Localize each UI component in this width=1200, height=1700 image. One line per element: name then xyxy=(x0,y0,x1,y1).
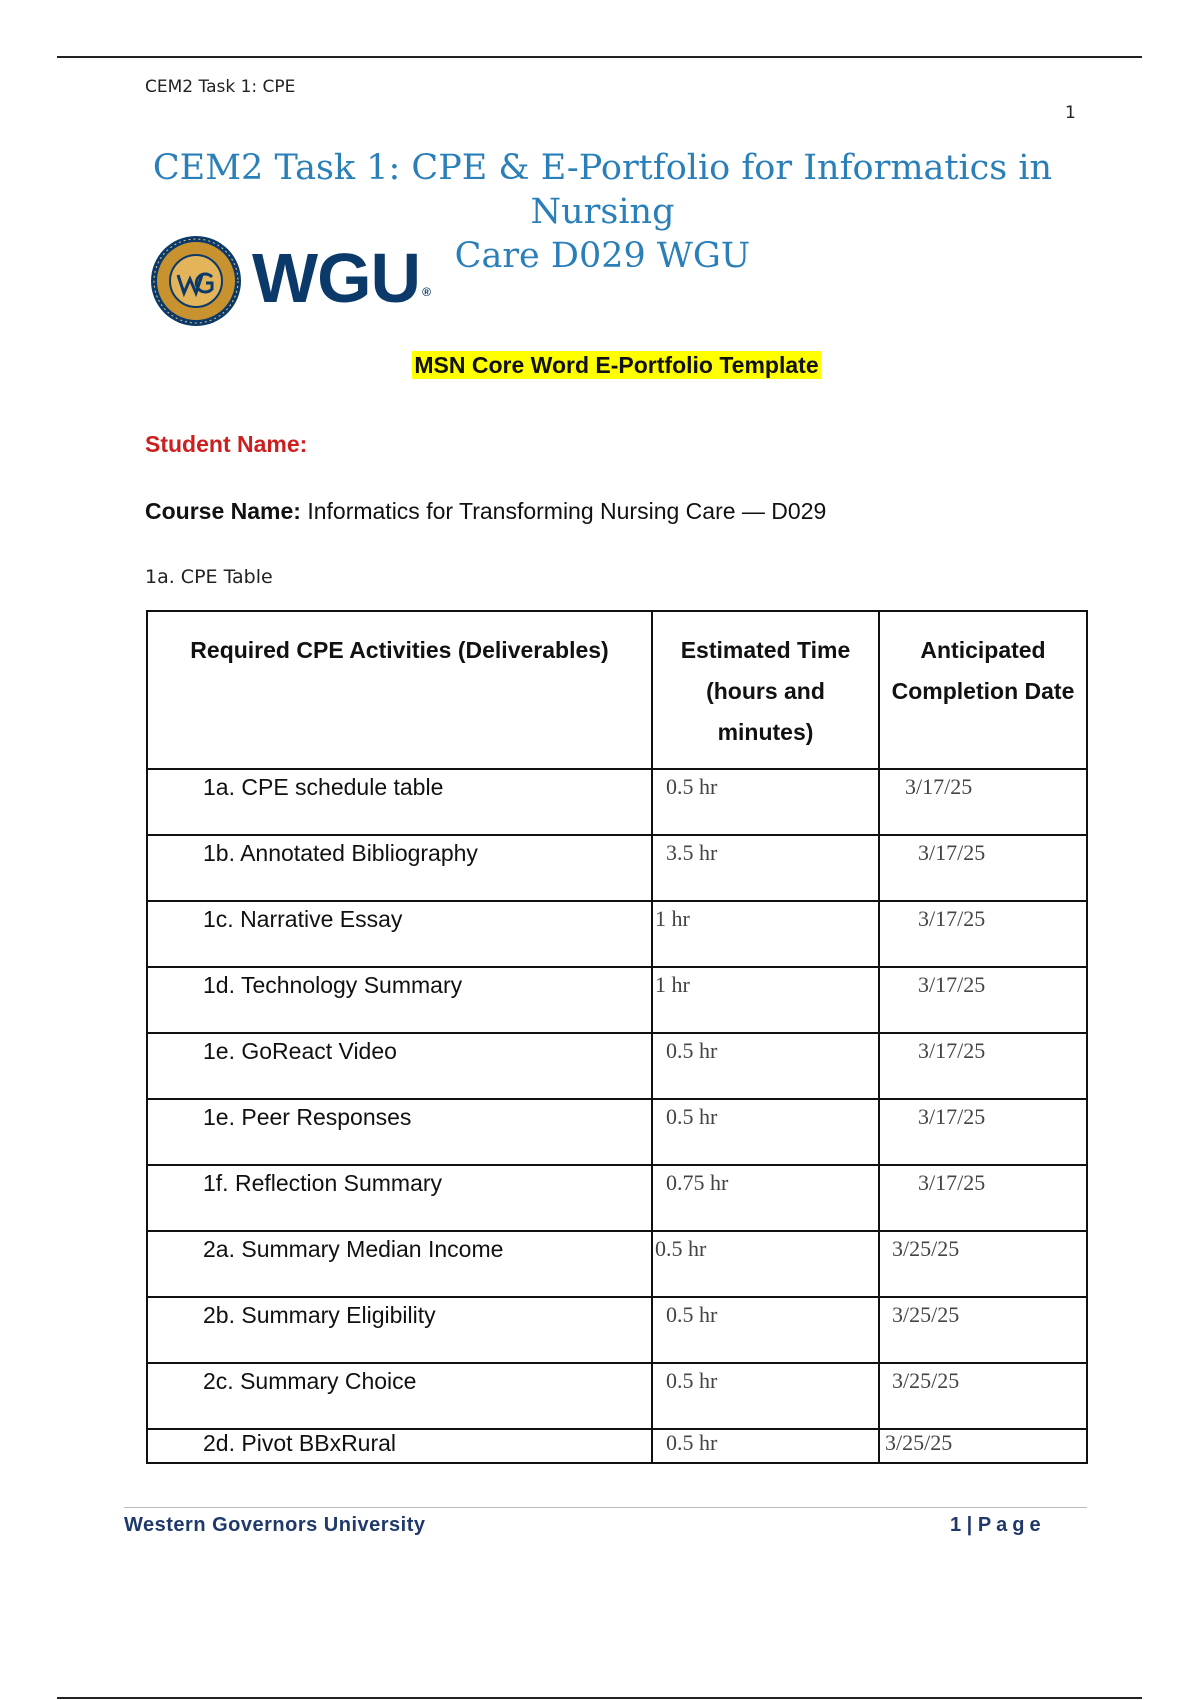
table-row xyxy=(147,901,1087,967)
date-cell: 3/17/25 xyxy=(879,967,1087,1033)
page-number-top: 1 xyxy=(1065,103,1076,123)
activity-cell: 1b. Annotated Bibliography xyxy=(147,835,652,901)
table-row xyxy=(147,1165,1087,1231)
section-label: 1a. CPE Table xyxy=(145,566,273,588)
student-name-label: Student Name: xyxy=(145,431,308,457)
activity-cell: 1e. Peer Responses xyxy=(147,1099,652,1165)
time-cell: 0.5 hr xyxy=(652,1429,879,1463)
time-cell: 0.5 hr xyxy=(652,1363,879,1429)
date-cell: 3/25/25 xyxy=(879,1231,1087,1297)
time-cell: 1 hr xyxy=(652,967,879,1033)
course-name-value: Informatics for Transforming Nursing Care — D029 xyxy=(300,498,827,524)
bottom-rule xyxy=(57,1697,1142,1699)
date-cell: 3/17/25 xyxy=(879,901,1087,967)
template-title-text: MSN Core Word E-Portfolio Template xyxy=(414,352,819,378)
footer-page-number xyxy=(950,1514,1046,1537)
activity-cell: 2d. Pivot BBxRural xyxy=(147,1429,652,1463)
document-title-line2: Care D029 WGU xyxy=(454,236,751,276)
table-row xyxy=(147,1429,1087,1463)
date-cell: 3/25/25 xyxy=(879,1297,1087,1363)
footer-separator: | xyxy=(961,1514,978,1536)
table-header-row xyxy=(147,611,1087,769)
time-cell: 1 hr xyxy=(652,901,879,967)
header-completion-date: Anticipated Completion Date xyxy=(879,611,1087,769)
footer-page-word: Page xyxy=(977,1514,1046,1536)
time-cell: 3.5 hr xyxy=(652,835,879,901)
time-cell: 0.5 hr xyxy=(652,1297,879,1363)
date-cell: 3/17/25 xyxy=(879,1033,1087,1099)
header-activities: Required CPE Activities (Deliverables) xyxy=(147,611,652,769)
course-name-label: Course Name: xyxy=(145,498,301,524)
table-row xyxy=(147,1033,1087,1099)
activity-cell: 1f. Reflection Summary xyxy=(147,1165,652,1231)
date-cell: 3/25/25 xyxy=(879,1429,1087,1463)
activity-cell: 2a. Summary Median Income xyxy=(147,1231,652,1297)
time-cell: 0.5 hr xyxy=(652,1033,879,1099)
activity-cell: 1a. CPE schedule table xyxy=(147,769,652,835)
table-row xyxy=(147,1363,1087,1429)
table-row xyxy=(147,1231,1087,1297)
footer-university: Western Governors University xyxy=(124,1514,426,1536)
activity-cell: 1e. GoReact Video xyxy=(147,1033,652,1099)
date-cell: 3/17/25 xyxy=(879,1099,1087,1165)
table-row xyxy=(147,1297,1087,1363)
registered-mark: ® xyxy=(422,285,430,299)
footer-page-num: 1 xyxy=(950,1514,962,1536)
cpe-table xyxy=(146,610,1088,1464)
activity-cell: 1c. Narrative Essay xyxy=(147,901,652,967)
activity-cell: 2c. Summary Choice xyxy=(147,1363,652,1429)
table-row xyxy=(147,769,1087,835)
table-row xyxy=(147,835,1087,901)
date-cell: 3/25/25 xyxy=(879,1363,1087,1429)
top-rule xyxy=(57,56,1142,58)
header-estimated-time: Estimated Time (hours and minutes) xyxy=(652,611,879,769)
activity-cell: 2b. Summary Eligibility xyxy=(147,1297,652,1363)
document-title-line1: CEM2 Task 1: CPE & E-Portfolio for Informatics in Nursing xyxy=(152,148,1053,232)
activity-cell: 1d. Technology Summary xyxy=(147,967,652,1033)
time-cell: 0.5 hr xyxy=(652,769,879,835)
date-cell: 3/17/25 xyxy=(879,835,1087,901)
wgu-wordmark xyxy=(252,238,430,332)
time-cell: 0.5 hr xyxy=(652,1099,879,1165)
running-head: CEM2 Task 1: CPE xyxy=(145,77,296,97)
table-row xyxy=(147,1099,1087,1165)
template-title xyxy=(0,352,1200,379)
date-cell: 3/17/25 xyxy=(879,1165,1087,1231)
footer-rule xyxy=(124,1507,1087,1508)
table-row xyxy=(147,967,1087,1033)
date-cell: 3/17/25 xyxy=(879,769,1087,835)
wgu-seal-logo xyxy=(150,235,242,327)
time-cell: 0.75 hr xyxy=(652,1165,879,1231)
wgu-wordmark-text: WGU xyxy=(252,239,421,317)
course-name xyxy=(145,498,826,525)
time-cell: 0.5 hr xyxy=(652,1231,879,1297)
